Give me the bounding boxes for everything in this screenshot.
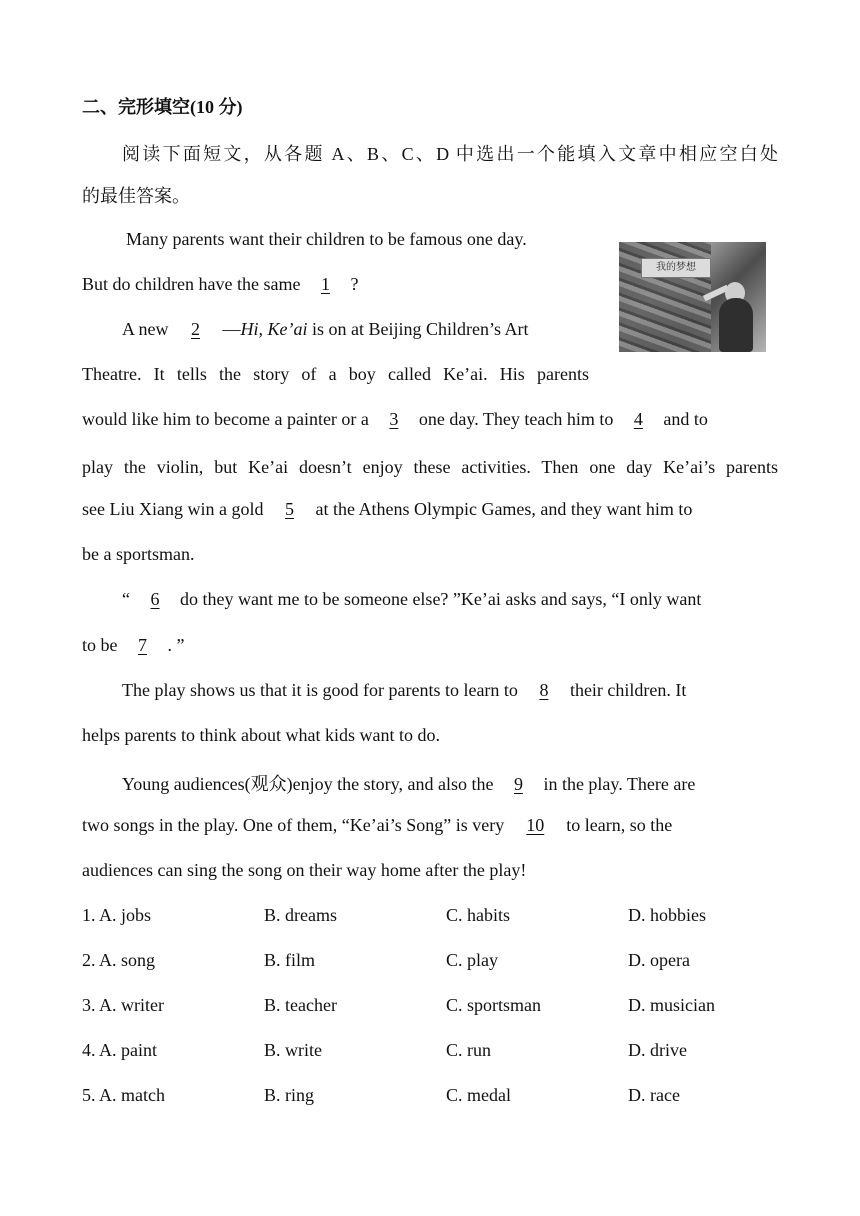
option-b[interactable]: B. dreams — [264, 905, 337, 925]
question-row — [0, 1085, 860, 1111]
option-b[interactable]: B. write — [264, 1040, 322, 1060]
instructions-line-1: 阅读下面短文，从各题 A、B、C、D 中选出一个能填入文章中相应空白处 — [122, 144, 778, 164]
option-c[interactable]: C. play — [446, 950, 498, 970]
option-c[interactable]: C. medal — [446, 1085, 511, 1105]
blank-7: 7 — [138, 635, 147, 655]
option-b[interactable]: B. teacher — [264, 995, 337, 1015]
passage-line: to be 7 . ” — [82, 635, 185, 655]
passage-line: Many parents want their children to be famous one day. — [126, 229, 527, 249]
blank-10: 10 — [526, 815, 545, 835]
passage-line: two songs in the play. One of them, “Ke’ai’s Song” is very 10 to learn, so the — [82, 815, 673, 835]
passage-line: see Liu Xiang win a gold 5 at the Athens Olympic Games, and they want him to — [82, 499, 693, 519]
option-a[interactable]: 2. A. song — [82, 950, 156, 970]
passage-line: But do children have the same 1 ? — [82, 274, 359, 294]
blank-3: 3 — [389, 409, 399, 429]
passage-line: audiences can sing the song on their way home after the play! — [82, 860, 527, 880]
passage-line: The play shows us that it is good for parents to learn to 8 their children. It — [122, 680, 687, 700]
option-a[interactable]: 4. A. paint — [82, 1040, 157, 1060]
question-row — [0, 905, 860, 931]
question-row — [0, 950, 860, 976]
passage-line: be a sportsman. — [82, 544, 195, 564]
blank-1: 1 — [320, 274, 330, 294]
option-a[interactable]: 5. A. match — [82, 1085, 165, 1105]
passage-line: helps parents to think about what kids want to do. — [82, 725, 440, 745]
option-c[interactable]: C. run — [446, 1040, 491, 1060]
option-c[interactable]: C. habits — [446, 905, 511, 925]
passage-line: would like him to become a painter or a 3 one day. They teach him to 4 and to — [82, 409, 708, 429]
option-d[interactable]: D. hobbies — [628, 905, 706, 925]
section-title: 二、完形填空(10 分) — [82, 97, 243, 117]
passage-line: play the violin, but Ke’ai doesn’t enjoy these activities. Then one day Ke’ai’s parents — [82, 457, 778, 477]
option-d[interactable]: D. drive — [628, 1040, 687, 1060]
option-d[interactable]: D. musician — [628, 995, 715, 1015]
blank-8: 8 — [539, 680, 549, 700]
blank-6: 6 — [150, 589, 160, 609]
option-b[interactable]: B. film — [264, 950, 316, 970]
question-row — [0, 995, 860, 1021]
option-d[interactable]: D. race — [628, 1085, 680, 1105]
blank-4: 4 — [633, 409, 643, 429]
option-b[interactable]: B. ring — [264, 1085, 315, 1105]
passage-line: “ 6 do they want me to be someone else? ”Ke’ai asks and says, “I only want — [122, 589, 702, 609]
option-d[interactable]: D. opera — [628, 950, 690, 970]
option-c[interactable]: C. sportsman — [446, 995, 542, 1015]
passage-line: Young audiences(观众)enjoy the story, and also the 9 in the play. There are — [122, 774, 696, 794]
passage-photo: 我的梦想 — [619, 242, 766, 352]
blank-5: 5 — [284, 499, 294, 519]
question-row — [0, 1040, 860, 1066]
option-a[interactable]: 1. A. jobs — [82, 905, 152, 925]
passage-line: Theatre. It tells the story of a boy called Ke’ai. His parents — [82, 364, 589, 384]
instructions-line-2: 的最佳答案。 — [82, 186, 190, 206]
option-a[interactable]: 3. A. writer — [82, 995, 164, 1015]
blank-2: 2 — [191, 319, 200, 339]
passage-line: A new 2 —Hi, Ke’ai is on at Beijing Children’s Art — [122, 319, 529, 339]
blank-9: 9 — [513, 774, 523, 794]
